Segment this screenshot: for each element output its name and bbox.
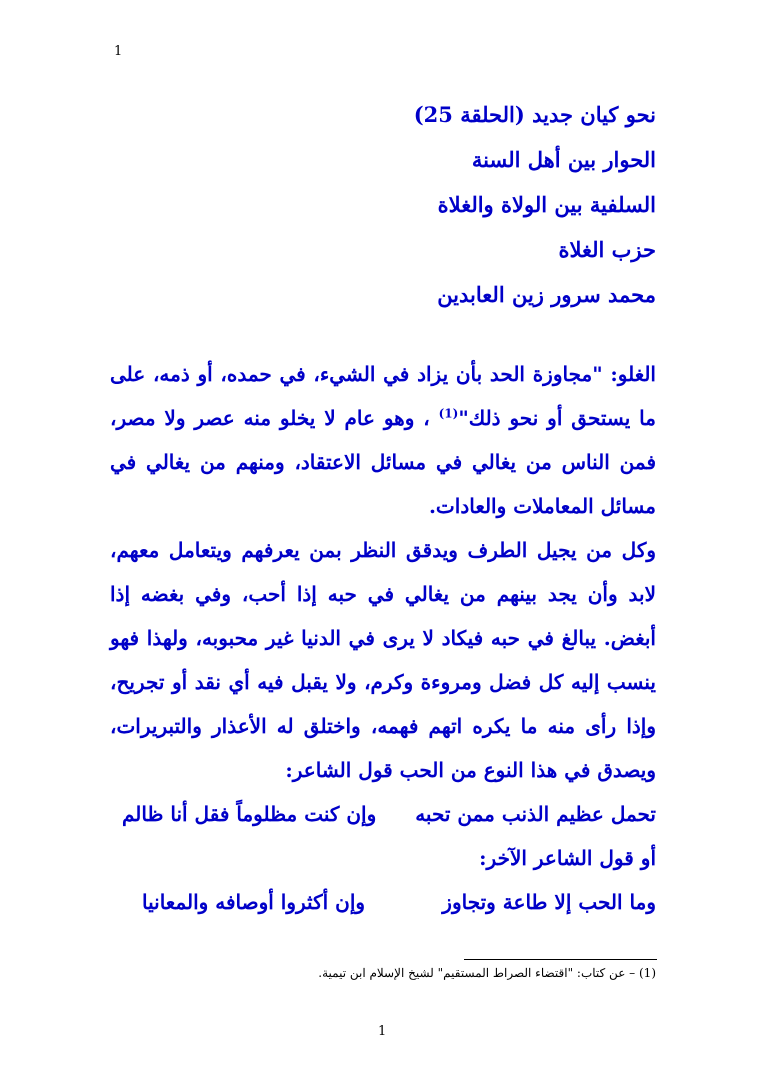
paragraph-1-part-b: ، وهو عام لا يخلو منه عصر ولا مصر، فمن الناس من يغالي في مسائل الاعتقاد، ومنهم من يغالي في مسائل المعاملات والعادات.	[110, 406, 656, 518]
document-content	[110, 92, 656, 924]
footnote-marker: (1)	[638, 966, 656, 980]
footnote-divider	[464, 959, 657, 960]
author-name: محمد سرور زين العابدين	[437, 282, 656, 307]
verse-2	[110, 880, 656, 924]
verse-2-second-hemistich: وإن أكثروا أوصافه والمعانيا	[142, 890, 366, 914]
verse-connector: أو قول الشاعر الآخر:	[479, 846, 656, 870]
body-text	[110, 352, 656, 924]
title-line-4: حزب الغلاة	[558, 237, 656, 262]
title-block	[110, 92, 656, 317]
verse-1-second-hemistich: وإن كنت مظلوماً فقل أنا ظالم	[122, 802, 377, 826]
verse-2-first-hemistich: وما الحب إلا طاعة وتجاوز	[442, 890, 656, 914]
page-number-bottom: 1	[378, 1024, 387, 1039]
paragraph-2: وكل من يجيل الطرف ويدقق النظر بمن يعرفهم ويتعامل معهم، لابد وأن يجد بينهم من يغالي في حبه إذا أحب، وفي بغضه إذا أبغض. يبالغ في حبه فيكاد لا يرى في الدنيا غير محبوبه، ولهذا فهو ينسب إليه كل فضل ومروءة وكرم، ولا يقبل فيه أي نقد أو تجريح، وإذا رأى منه ما يكره اتهم فهمه، واختلق له الأعذار والتبريرات، ويصدق في هذا النوع من الحب قول الشاعر:	[110, 538, 656, 782]
footnote-text: – عن كتاب: "اقتضاء الصراط المستقيم" لشيخ الإسلام ابن تيمية.	[318, 966, 639, 980]
paragraph-1-part-a: الغلو: "مجاوزة الحد بأن يزاد في الشيء، في حمده، أو ذمه، على ما يستحق أو نحو ذلك"	[110, 362, 656, 430]
verse-1-first-hemistich: تحمل عظيم الذنب ممن تحبه	[415, 802, 656, 826]
page-number-top: 1	[114, 44, 123, 59]
verse-1	[110, 792, 656, 836]
footnote	[300, 966, 656, 980]
paragraph-1	[110, 352, 656, 528]
title-line-3: السلفية بين الولاة والغلاة	[437, 192, 656, 217]
footnote-reference[interactable]: (1)	[438, 406, 459, 421]
title-line-1: نحو كيان جديد (الحلقة 25)	[413, 102, 656, 127]
title-line-2: الحوار بين أهل السنة	[471, 147, 656, 172]
